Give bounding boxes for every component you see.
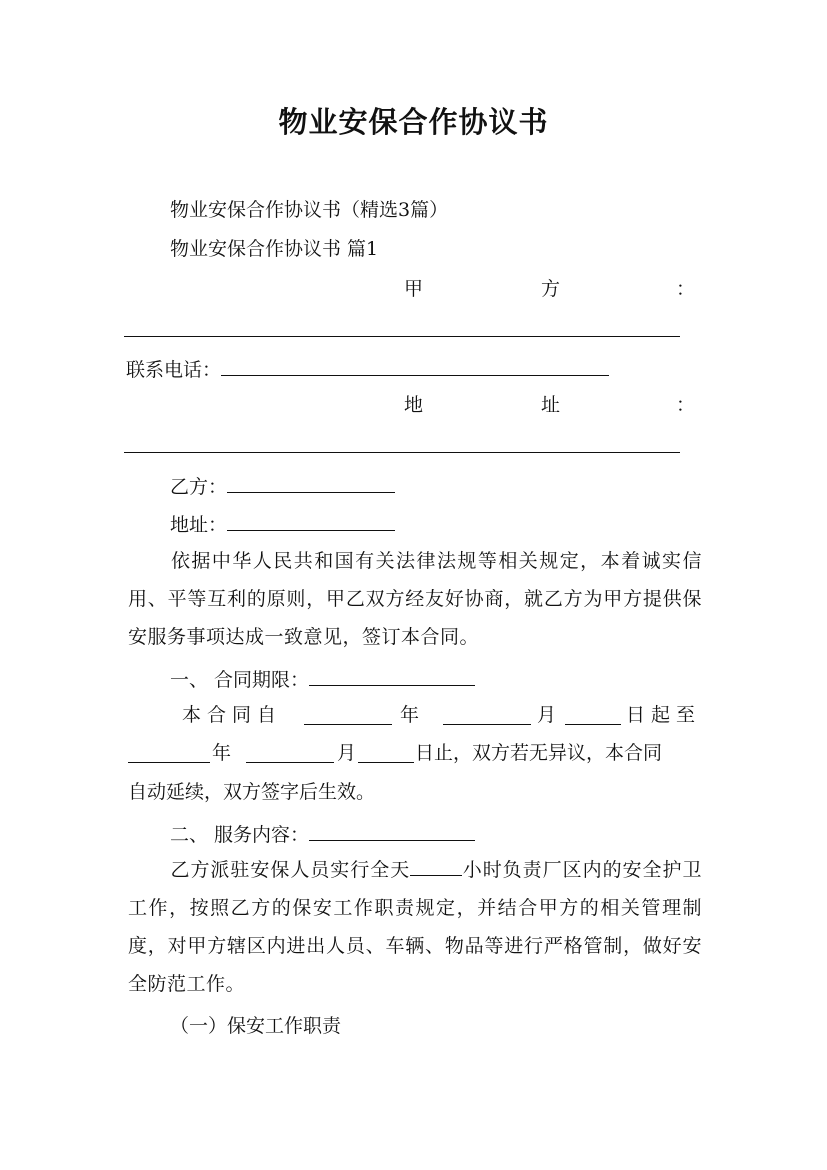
phone-line <box>126 357 609 380</box>
end-year-blank <box>128 744 210 763</box>
clause2-paragraph <box>128 851 702 1003</box>
clause2-blank <box>309 822 475 841</box>
party-a-colon: ： <box>676 278 696 300</box>
party-b-address-line <box>170 512 395 535</box>
phone-label: 联系电话： <box>126 359 222 381</box>
clause1-heading-line <box>170 667 475 690</box>
document-title: 物业安保合作协议书 <box>278 105 549 139</box>
end-year-label: 年 <box>212 742 232 764</box>
clause2-para-start: 乙方派驻安保人员实行全天 <box>170 859 411 881</box>
clause2-heading-line <box>170 822 475 845</box>
end-month-blank <box>246 744 334 763</box>
phone-blank <box>221 357 609 376</box>
hours-blank <box>410 857 462 876</box>
clause2-para-rest: 小时负责厂区内的安全护卫工作，按照乙方的保安工作职责规定，并结合甲方的相关管理制度，对甲方辖区内进出人员、车辆、物品等进行严格管制，做好安全防范工作。 <box>128 859 702 995</box>
end-day-blank <box>358 744 414 763</box>
clause1-heading: 一、 合同期限： <box>170 669 310 691</box>
clause1-line1 <box>182 706 282 725</box>
start-month-label: 月 <box>537 704 557 726</box>
party-a-label-char2: 方 <box>541 278 561 300</box>
address-label-char2: 址 <box>541 394 561 416</box>
clause2-heading: 二、 服务内容： <box>170 824 310 846</box>
start-year-label: 年 <box>400 704 420 726</box>
document-subtitle: 物业安保合作协议书（精选3篇） <box>170 199 449 221</box>
address-colon: ： <box>676 394 696 416</box>
start-month-blank <box>443 706 531 725</box>
party-b-address-label: 地址： <box>170 514 228 536</box>
start-day-blank <box>565 706 621 725</box>
section-heading: 物业安保合作协议书 篇1 <box>170 238 379 260</box>
start-year-blank <box>304 706 392 725</box>
intro-paragraph-text: 依据中华人民共和国有关法律法规等相关规定，本着诚实信用、平等互利的原则，甲乙双方经友好协商，就乙方为甲方提供保安服务事项达成一致意见，签订本合同。 <box>128 550 702 648</box>
intro-paragraph <box>128 542 702 656</box>
party-b-line <box>170 474 395 497</box>
clause1-text-end: 日止，双方若无异议，本合同 <box>415 742 663 764</box>
clause1-blank <box>309 667 475 686</box>
party-a-label-char1: 甲 <box>404 278 424 300</box>
party-b-blank <box>227 474 395 493</box>
party-b-address-blank <box>227 512 395 531</box>
address-blank <box>124 452 680 453</box>
end-month-label: 月 <box>337 742 357 764</box>
party-b-label: 乙方： <box>170 476 228 498</box>
clause1-text-a: 本合同自 <box>182 704 283 726</box>
start-day-label: 日起至 <box>626 704 702 726</box>
sub-heading: （一）保安工作职责 <box>170 1015 342 1037</box>
address-label-char1: 地 <box>404 394 424 416</box>
party-a-blank <box>124 336 680 337</box>
clause1-text-last: 自动延续，双方签字后生效。 <box>128 781 376 803</box>
